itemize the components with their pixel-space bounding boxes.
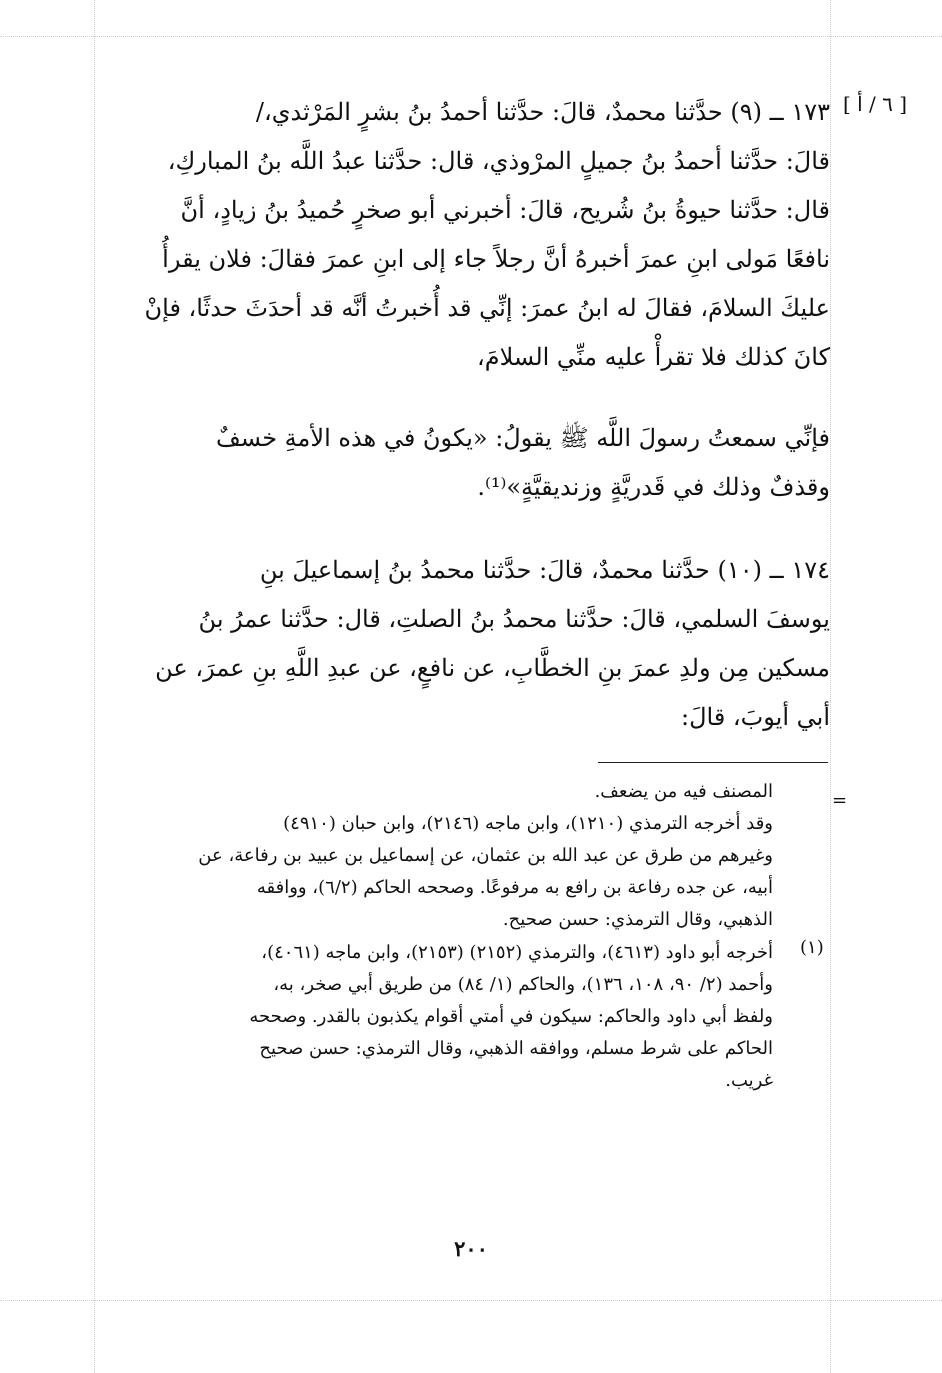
footnote-1 [95,937,773,1097]
text-line: وقذفٌ وذلك في قَدريَّةٍ وزنديقيَّةٍ»⁽¹⁾. [477,473,830,501]
footnote-continuation [95,776,773,936]
manuscript-folio-ref: [ ٦ / أ ] [842,92,908,116]
scan-guide-line [830,0,831,1373]
footnote-line: غريب. [725,1070,773,1091]
text-line: كانَ كذلك فلا تقرأْ عليه منِّي السلامَ، [476,343,830,371]
footnote-line: الحاكم على شرط مسلم، ووافقه الذهبي، وقال الترمذي: حسن صحيح [259,1038,773,1059]
text-line: مسكين مِن ولدِ عمرَ بنِ الخطَّابِ، عن نافعٍ، عن عبدِ اللَّهِ بنِ عمرَ، عن [155,654,830,682]
hadith-173-matn [95,414,830,512]
hadith-174 [95,546,830,742]
hadith-173 [95,88,830,382]
footnote-line: أخرجه أبو داود (٤٦١٣)، والترمذي (٢١٥٢) (٢١٥٣)، وابن ماجه (٤٠٦١)، [261,942,773,963]
text-line: قالَ: حدَّثنا أحمدُ بنُ جميلٍ المرْوذي، قال: حدَّثنا عبدُ اللَّه بنُ المباركِ، [167,147,830,175]
footnote-number: (١) [800,937,824,958]
text-line: نافعًا مَولى ابنِ عمرَ أخبرهُ أنَّ رجلاً جاء إلى ابنِ عمرَ فقالَ: فلان يقرأُ [162,245,830,273]
page-number: ٢٠٠ [454,1236,488,1261]
scan-guide-line [0,36,942,37]
footnote-line: المصنف فيه من يضعف. [594,781,773,802]
footnote-line: أبيه، عن جده رفاعة بن رافع به مرفوعًا. وصححه الحاكم (٦/٢)، ووافقه [256,877,773,898]
footnote-continuation-mark: = [832,790,848,811]
footnote-line: ولفظ أبي داود والحاكم: سيكون في أمتي أقوام يكذبون بالقدر. وصححه [249,1006,773,1027]
scan-guide-line [0,1300,942,1301]
text-line: ١٧٣ ــ (٩) حدَّثنا محمدٌ، قالَ: حدَّثنا أحمدُ بنُ بشرٍ المَرْثدي،/ [255,98,830,126]
footnote-line: وقد أخرجه الترمذي (١٢١٠)، وابن ماجه (٢١٤٦)، وابن حبان (٤٩١٠) [283,813,773,834]
footnote-line: وغيرهم من طرق عن عبد الله بن عثمان، عن إسماعيل بن عبيد بن رفاعة، عن [198,845,773,866]
text-line: قال: حدَّثنا حيوةُ بنُ شُريح، قالَ: أخبرني أبو صخرٍ حُميدُ بنُ زيادٍ، أنَّ [180,196,830,224]
text-line: ١٧٤ ــ (١٠) حدَّثنا محمدٌ، قالَ: حدَّثنا محمدُ بنُ إسماعيلَ بنِ [259,556,830,584]
footnote-line: وأحمد (٢/ ٩٠، ١٠٨، ١٣٦)، والحاكم (١/ ٨٤) من طريق أبي صخر، به، [273,974,773,995]
text-line: أبي أيوبَ، قالَ: [680,703,830,731]
footnote-separator [598,762,828,763]
text-line: عليكَ السلامَ، فقالَ له ابنُ عمرَ: إنِّي قد أُخبرتُ أنَّه قد أحدَثَ حدثًا، فإنْ [144,294,830,322]
text-line: يوسفَ السلمي، قالَ: حدَّثنا محمدُ بنُ الصلتِ، قال: حدَّثنا عمرُ بنُ [198,605,830,633]
footnote-line: الذهبي، وقال الترمذي: حسن صحيح. [502,909,773,930]
text-line: فإنِّي سمعتُ رسولَ اللَّه ﷺ يقولُ: «يكونُ في هذه الأمةِ خسفٌ [215,424,830,452]
